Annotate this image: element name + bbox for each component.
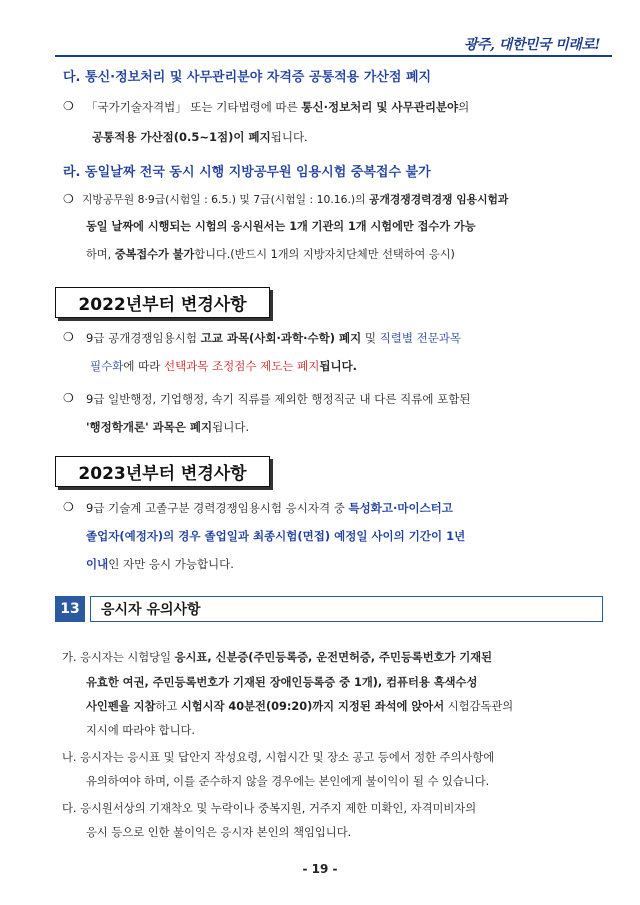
text-blue: 졸업자(예정자)의 경우 졸업일과 최종시험(면접) 예정일 사이의 기간이 1년 [86, 529, 466, 543]
heading-ra: 라. 동일날짜 전국 동시 시행 지방공무원 임용시험 중복접수 불가 [63, 165, 431, 180]
para-da-13-line1: 다. 응시원서상의 기재착오 및 누락이나 중복지원, 거주지 제한 미확인, 자격미비자의 [62, 802, 477, 815]
text-blue: 특성화고·마이스터고 [348, 501, 453, 515]
para-da-13-line2: 응시 등으로 인한 불이익은 응시자 본인의 책임입니다. [86, 826, 352, 839]
para-da-line2 [92, 129, 308, 145]
text-blue: 직렬별 전문과목 [379, 331, 462, 345]
bullet-icon: ❍ [63, 99, 74, 113]
bullet-icon: ❍ [63, 391, 74, 405]
text-bold: 공개경쟁경력경쟁 임용시험과 [369, 193, 509, 206]
text: 9급 기술계 고졸구분 경력경쟁임용시험 응시자격 중 [86, 501, 349, 515]
text-bold: 중복접수가 불가 [114, 248, 195, 261]
text-bold: 사인펜을 지참 [86, 700, 156, 713]
para-na-line1: 나. 응시자는 응시표 및 답안지 작성요령, 시험시간 및 장소 공고 등에서 정한 주의사항에 [62, 751, 495, 764]
text: 및 [361, 331, 380, 345]
section-box-2022 [55, 287, 270, 318]
heading-da: 다. 통신·정보처리 및 사무관리분야 자격증 공통적용 가산점 폐지 [63, 70, 432, 85]
bullet-icon: ❍ [63, 330, 74, 344]
text-bold: 유효한 여권, 주민등록번호가 기재된 장애인등록증 중 1개), 컴퓨터용 흑색수성 [86, 676, 478, 689]
para-2022-b1-line1 [86, 330, 461, 346]
section-number-badge: 13 [55, 596, 85, 622]
para-2023-line2 [86, 528, 465, 544]
para-2023-line1 [86, 500, 453, 516]
text-blue: 이내 [86, 557, 109, 571]
text: 가. 응시자는 시험당일 [62, 651, 175, 664]
text-bold: 고교 과목(사회·과학·수학) 폐지 [200, 331, 362, 345]
text-bold: 시험시작 40분전(09:20)까지 지정된 좌석에 앉아서 [180, 700, 445, 713]
text-bold: 공통적용 가산점(0.5~1점)이 폐지 [92, 130, 271, 144]
text: 하고 [155, 700, 181, 713]
bullet-icon: ❍ [63, 500, 74, 514]
text: 9급 공개경쟁임용시험 [86, 331, 201, 345]
section-box-2023 [55, 456, 270, 487]
para-2022-b2-line1: 9급 일반행정, 기업행정, 속기 직류를 제외한 행정직군 내 다른 직류에 포함된 [86, 392, 471, 406]
section-13-title-box [90, 596, 603, 622]
para-ga-line2 [86, 675, 477, 691]
top-rule [55, 55, 612, 57]
text: 에 따라 [123, 359, 164, 373]
para-ra-line2 [86, 219, 476, 235]
text: 됩니다. [270, 130, 308, 144]
text: 의 [458, 100, 470, 114]
text: 인 자만 응시 가능합니다. [108, 557, 234, 571]
para-ra-line3 [86, 247, 455, 263]
para-ga-line3 [86, 699, 513, 715]
text-bold: 됩니다. [319, 359, 358, 373]
text: 「국가기술자격법」 또는 기타법령에 따른 [86, 100, 302, 114]
section-box-title: 2022년부터 변경사항 [78, 295, 247, 315]
bullet-icon: ❍ [63, 192, 74, 206]
text-bold: 응시표, 신분증(주민등록증, 운전면허증, 주민등록번호가 기재된 [174, 651, 493, 664]
logo: 광주, 대한민국 미래로! [464, 37, 600, 53]
text-blue: 필수화 [90, 359, 124, 373]
para-2022-b2-line2 [86, 419, 249, 435]
section-13-title: 응시자 유의사항 [101, 602, 201, 618]
text: 지방공무원 8·9급(시험일 : 6.5.) 및 7급(시험일 : 10.16.)의 [82, 193, 370, 206]
text-bold: 통신·정보처리 및 사무관리분야 [301, 100, 459, 114]
section-box-title: 2023년부터 변경사항 [78, 464, 247, 484]
para-da-line1 [86, 99, 469, 115]
para-ga-line1 [62, 650, 492, 666]
para-2023-line3 [86, 556, 234, 572]
text-bold: '행정학개론' 과목은 폐지 [86, 420, 213, 434]
text: 됩니다. [212, 420, 250, 434]
text: 시험감독관의 [444, 700, 514, 713]
para-ga-line4: 지시에 따라야 합니다. [86, 724, 195, 737]
para-ra-line1 [82, 192, 508, 208]
para-2022-b1-line2 [90, 358, 357, 374]
text: 하며, [86, 248, 115, 261]
text-bold: 동일 날짜에 시행되는 시험의 응시원서는 1개 기관의 1개 시험에만 접수가 가능 [86, 220, 476, 233]
text: 합니다.(반드시 1개의 지방자치단체만 선택하여 응시) [194, 248, 455, 261]
text-red: 선택과목 조정점수 제도는 폐지 [163, 359, 320, 373]
para-na-line2: 유의하여야 하며, 이를 준수하지 않을 경우에는 본인에게 불이익이 될 수 있습니다. [86, 775, 490, 788]
page-number: - 19 - [302, 862, 338, 876]
